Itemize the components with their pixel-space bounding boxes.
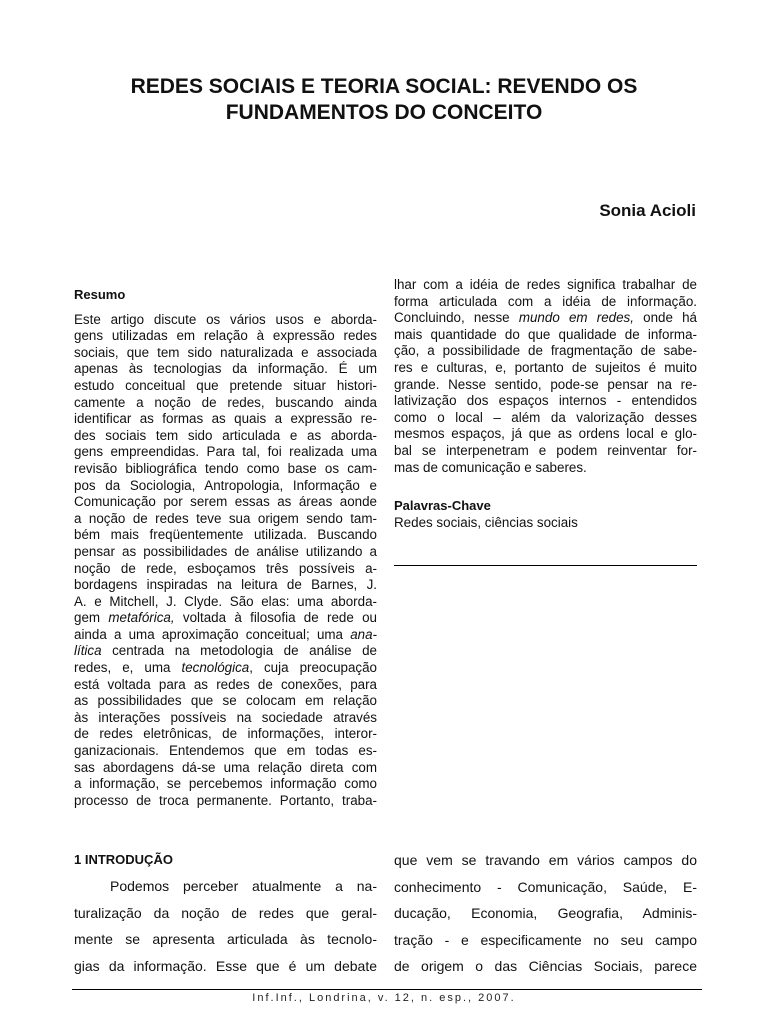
introduction-left-line: gias da informação. Esse que é um debate bbox=[74, 957, 377, 974]
introduction-right-line: que vem se travando em vários campos do bbox=[394, 852, 697, 868]
abstract-line: identificar as formas as quais a expressão re- bbox=[74, 411, 377, 427]
abstract-text bbox=[74, 312, 377, 810]
abstract-continuation-line: mais quantidade do que qualidade de informa- bbox=[394, 326, 697, 342]
abstract-line: bordagens inspiradas na leitura de Barnes, J. bbox=[74, 577, 377, 593]
abstract-line: ganizacionais. Entendemos que em todas es- bbox=[74, 743, 377, 759]
abstract-line: pensar as possibilidades de análise utilizando a bbox=[74, 543, 377, 559]
abstract-line: bém mais freqüentemente utilizada. Buscando bbox=[74, 527, 377, 543]
abstract-continuation-line: como o local – além da valorização desses bbox=[394, 409, 697, 425]
abstract-continuation-line: Concluindo, nesse mundo em redes, onde há bbox=[394, 310, 697, 326]
abstract-line: estudo conceitual que pretende situar histori- bbox=[74, 377, 377, 393]
title-line-2: FUNDAMENTOS DO CONCEITO bbox=[225, 101, 543, 124]
title-line-1: REDES SOCIAIS E TEORIA SOCIAL: REVENDO OS bbox=[130, 75, 638, 98]
abstract-line: noção de rede, esboçamos três possíveis a- bbox=[74, 560, 377, 576]
abstract-continuation bbox=[394, 277, 697, 531]
abstract-line: Comunicação por serem essas as áreas aonde bbox=[74, 494, 377, 510]
abstract-continuation-line: ção, a possibilidade de fragmentação de sabe- bbox=[394, 343, 697, 359]
paper-title bbox=[60, 74, 708, 126]
abstract-continuation-line: lativização dos espaços internos - entendidos bbox=[394, 393, 697, 409]
journal-footer: Inf.Inf., Londrina, v. 12, n. esp., 2007. bbox=[252, 992, 516, 1004]
keywords-text: Redes sociais, ciências sociais bbox=[394, 514, 578, 530]
abstract-line: às interações possíveis na sociedade através bbox=[74, 709, 377, 725]
abstract-line: sas abordagens dá-se uma relação direta com bbox=[74, 759, 377, 775]
abstract-continuation-line: bal se interpenetram e podem reinventar for- bbox=[394, 442, 697, 458]
author-name: Sonia Acioli bbox=[599, 201, 696, 220]
abstract-continuation-line: forma articulada com a idéia de informação. bbox=[394, 293, 697, 309]
introduction-left-line: Podemos perceber atualmente a na- bbox=[110, 878, 377, 894]
footer-rule bbox=[72, 989, 702, 990]
abstract-line: redes, e, uma tecnológica, cuja preocupação bbox=[74, 660, 377, 676]
abstract-line: a noção de redes teve sua origem sendo tam- bbox=[74, 510, 377, 526]
abstract-heading: Resumo bbox=[74, 287, 126, 302]
abstract-line: a informação, se percebemos informação como bbox=[74, 776, 377, 792]
introduction-right-line: de origem o das Ciências Sociais, parece bbox=[394, 958, 697, 974]
abstract-line: lítica centrada na metodologia de análise de bbox=[74, 643, 377, 659]
abstract-line: gens empreendidas. Para tal, foi realizada uma bbox=[74, 444, 377, 460]
abstract-continuation-line: res e culturas, e, portanto de sujeitos é muito bbox=[394, 359, 697, 375]
abstract-block bbox=[74, 287, 377, 809]
introduction-text-right bbox=[394, 847, 697, 980]
abstract-line: processo de troca permanente. Portanto, traba- bbox=[74, 792, 377, 808]
introduction-left-line: turalização da noção de redes que geral- bbox=[74, 904, 377, 921]
abstract-continuation-line: lhar com a idéia de redes significa trabalhar de bbox=[394, 277, 697, 292]
abstract-continuation-line: grande. Nesse sentido, pode-se pensar na re- bbox=[394, 376, 697, 392]
abstract-end-rule bbox=[394, 565, 697, 566]
introduction-text-left bbox=[74, 873, 377, 979]
abstract-line: gens utilizadas em relação à expressão redes bbox=[74, 328, 377, 344]
abstract-line: Este artigo discute os vários usos e aborda- bbox=[74, 311, 377, 327]
abstract-line: A. e Mitchell, J. Clyde. São elas: uma aborda- bbox=[74, 593, 377, 609]
keywords-heading: Palavras-Chave bbox=[394, 498, 491, 514]
abstract-continuation-line: mesmos espaços, já que as ordens local e glo- bbox=[394, 426, 697, 442]
abstract-continuation-text bbox=[394, 277, 697, 476]
introduction-right-line: tração - e especificamente no seu campo bbox=[394, 931, 697, 948]
abstract-line: ainda a uma aproximação conceitual; uma ana- bbox=[74, 626, 377, 642]
abstract-line: pos da Sociologia, Antropologia, Informação e bbox=[74, 477, 377, 493]
introduction-right-line: ducação, Economia, Geografia, Adminis- bbox=[394, 905, 697, 921]
introduction-right bbox=[394, 847, 697, 980]
introduction-heading: 1 INTRODUÇÃO bbox=[74, 852, 173, 867]
abstract-line: des sociais tem sido articulada e as aborda- bbox=[74, 427, 377, 443]
abstract-line: apenas às tecnologias da informação. É um bbox=[74, 361, 377, 377]
abstract-line: as possibilidades que se colocam em relação bbox=[74, 693, 377, 709]
abstract-line: gem metafórica, voltada à filosofia de rede ou bbox=[74, 610, 377, 626]
abstract-line: camente a noção de redes, buscando ainda bbox=[74, 394, 377, 410]
abstract-line: sociais, que tem sido naturalizada e associada bbox=[74, 344, 377, 360]
introduction-right-line: conhecimento - Comunicação, Saúde, E- bbox=[394, 878, 697, 895]
abstract-continuation-line: mas de comunicação e saberes. bbox=[394, 459, 587, 475]
abstract-line: revisão bibliográfica tendo como base os cam- bbox=[74, 460, 377, 476]
introduction-left-line: mente se apresenta articulada às tecnolo- bbox=[74, 931, 377, 947]
abstract-line: está voltada para as redes de conexões, para bbox=[74, 676, 377, 692]
abstract-line: de redes eletrônicas, de informações, interor- bbox=[74, 726, 377, 742]
introduction-left bbox=[74, 847, 377, 979]
